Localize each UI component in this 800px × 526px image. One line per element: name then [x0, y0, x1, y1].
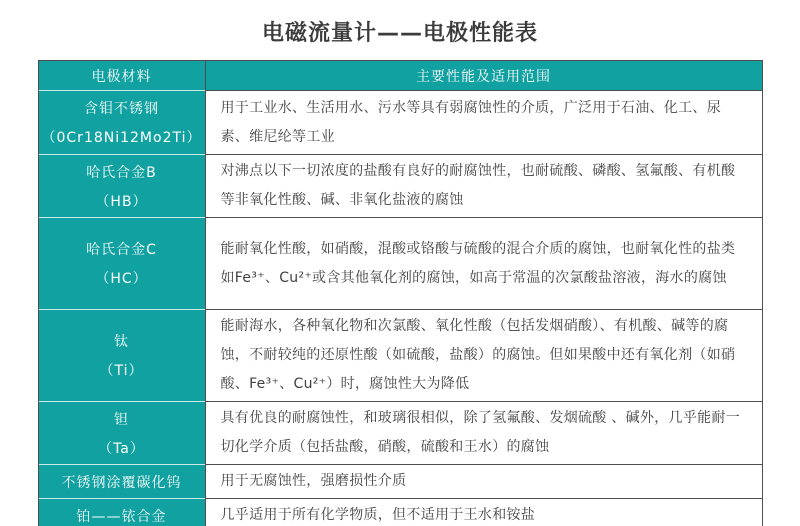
column-header-material: 电极材料 [39, 61, 205, 91]
description-cell: 能耐氧化性酸，如硝酸，混酸或铬酸与硫酸的混合介质的腐蚀，也耐氧化性的盐类如Fe³⁺、Cu²⁺或含其他氧化剂的腐蚀，如高于常温的次氯酸盐溶液，海水的腐蚀 [205, 218, 762, 310]
table-row [39, 310, 762, 402]
material-name: 哈氏合金B [86, 164, 157, 181]
material-cell [39, 402, 205, 465]
description-cell: 用于无腐蚀性，强磨损性介质 [205, 465, 762, 499]
material-name: 钛 [114, 334, 129, 350]
table-row [39, 91, 762, 155]
table-row [39, 402, 762, 465]
description-cell: 具有优良的耐腐蚀性，和玻璃很相似，除了氢氟酸、发烟硫酸 、碱外，几乎能耐一切化学介质（包括盐酸，硝酸，硫酸和王水）的腐蚀 [205, 402, 762, 465]
description-cell: 几乎适用于所有化学物质，但不适用于王水和铵盐 [205, 499, 762, 526]
description-cell: 能耐海水，各种氧化物和次氯酸、氧化性酸（包括发烟硝酸）、有机酸、碱等的腐蚀，不耐较纯的还原性酸（如硫酸，盐酸）的腐蚀。但如果酸中还有氧化剂（如硝酸、Fe³⁺、Cu²⁺）时，腐蚀性大为降低 [205, 310, 762, 402]
material-grade: （HC） [95, 271, 148, 287]
description-cell: 用于工业水、生活用水、污水等具有弱腐蚀性的介质，广泛用于石油、化工、尿素、维尼纶等工业 [205, 91, 762, 155]
material-name: 钽 [114, 411, 129, 428]
description-cell: 对沸点以下一切浓度的盐酸有良好的耐腐蚀性，也耐硫酸、磷酸、氢氟酸、有机酸等非氧化性酸、碱、非氧化盐液的腐蚀 [205, 155, 762, 218]
column-header-performance: 主要性能及适用范围 [205, 61, 762, 91]
material-name: 哈氏合金C [86, 242, 157, 258]
material-name: 不锈钢涂覆碳化钨 [61, 474, 182, 491]
material-grade: （Ta） [98, 440, 145, 457]
material-cell [39, 218, 205, 310]
material-cell [39, 499, 205, 526]
table-row [39, 218, 762, 310]
table-header-row [39, 61, 762, 91]
material-cell [39, 310, 205, 402]
material-cell [39, 91, 205, 155]
material-name: 含钼不锈钢 [84, 101, 159, 117]
electrode-performance-table [38, 60, 763, 526]
table-row [39, 465, 762, 499]
material-cell [39, 465, 205, 499]
material-grade: （HB） [95, 193, 148, 210]
table-row [39, 499, 762, 526]
table-row [39, 155, 762, 218]
material-grade: （Ti） [99, 363, 144, 379]
material-grade: （0Cr18Ni12Mo2Ti） [41, 130, 202, 146]
material-cell [39, 155, 205, 218]
material-name: 铂——铱合金 [76, 508, 167, 525]
page-title: 电磁流量计——电极性能表 [261, 21, 538, 46]
